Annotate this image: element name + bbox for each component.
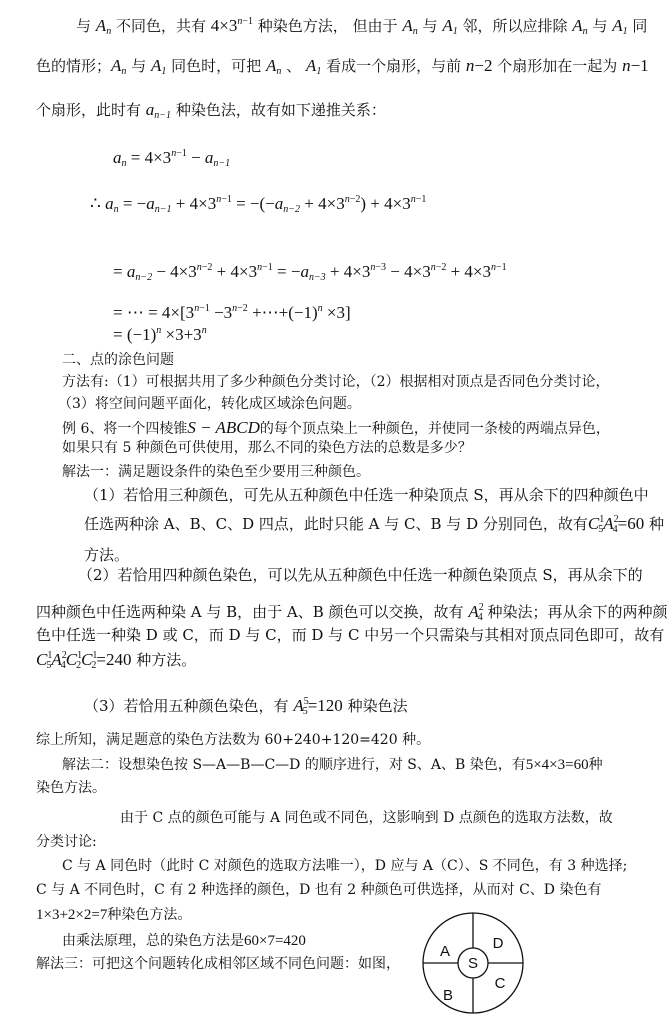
solution2-line1: 解法二：设想染色按 S—A—B—C—D 的顺序进行，对 S、A、B 染色，有5×4×3=60种 xyxy=(62,757,603,773)
region-label-s: S xyxy=(467,955,479,972)
case1-line2: 任选两种涂 A、B、C、D 四点，此时只能 A 与 C、B 与 D 分别同色，故有$C^1_5A^2_4=60$ 种 xyxy=(84,514,664,535)
equation-1: $a_n = 4\times 3^{n-1} - a_{n-1}$ xyxy=(113,148,231,169)
section-heading: 二、点的涂色问题 xyxy=(62,352,174,368)
equation-4: = ⋯ = $4\times[3^{n-1} -3^{n-2}$ $+\cdots+(-1)^n \times 3$] xyxy=(113,303,351,322)
solution1-title: 解法一：满足题设条件的染色至少要用三种颜色。 xyxy=(62,464,370,480)
methods-line1: 方法有:（1）可根据共用了多少种颜色分类讨论，（2）根据相对顶点是否同色分类讨论， xyxy=(62,374,610,390)
solution2-line4: 分类讨论: xyxy=(36,834,97,850)
region-label-b: B xyxy=(442,987,454,1004)
region-diagram xyxy=(418,908,528,1016)
case2-line3: 色中任选一种染 D 或 C，而 D 与 C，而 D 与 C 中另一个只需染与其相对顶点同色即可，故有 xyxy=(36,626,665,644)
solution2-line5: C 与 A 同色时（此时 C 对颜色的选取方法唯一），D 应与 A（C）、S 不同色，有 3 种选择; xyxy=(62,858,628,874)
solution3-line: 解法三：可把这个问题转化成相邻区域不同色问题：如图， xyxy=(36,956,400,972)
case2-line4: $C^1_5A^2_4C^1_2C^1_2=240$ 种方法。 xyxy=(36,650,197,671)
solution2-line3: 由于 C 点的颜色可能与 A 同色或不同色，这影响到 D 点颜色的选取方法数，故 xyxy=(120,810,613,826)
equation-3: = $a_{n-2} - 4\times 3^{n-2} + 4\times 3^{n-1} = -a_{n-3} + 4\times 3^{n-3} - 4\times 3^{n-2} + 4\times 3^{n-1}$ xyxy=(113,262,507,283)
para1-line3: 个扇形，此时有 $a_{n-1}$ 种染色法，故有如下递推关系： xyxy=(36,100,386,121)
case1-line3: 方法。 xyxy=(84,546,130,564)
case2-line1: （2）若恰用四种颜色染色，可以先从五种颜色中任选一种颜色染顶点 S，再从余下的 xyxy=(78,566,643,584)
solution2-line6: C 与 A 不同色时，C 有 2 种选择的颜色，D 也有 2 种颜色可供选择，从而对 C、D 染色有 xyxy=(36,882,602,898)
example-line1: 例 6、将一个四棱锥S − ABCD的每个顶点染上一种颜色，并使同一条棱的两端点异色， xyxy=(62,418,610,437)
case3-line: （3）若恰用五种颜色染色，有 $A^5_5=120$ 种染色法 xyxy=(84,696,408,717)
example-line2: 如果只有 5 种颜色可供使用，那么不同的染色方法的总数是多少？ xyxy=(62,440,472,456)
case2-line2: 四种颜色中任选两种染 A 与 B，由于 A、B 颜色可以交换，故有 $A^2_4$ 种染法；再从余下的两种颜 xyxy=(36,602,668,623)
region-label-c: C xyxy=(494,975,506,992)
solution2-line8: 由乘法原理，总的染色方法是60×7=420 xyxy=(62,933,306,949)
para1-line1: 与 $A_n$ 不同色，共有 $4\times 3^{n-1}$ 种染色方法， 但由于 $A_n$ 与 $A_1$ 邻，所以应排除 $A_n$ 与 $A_1$ 同 xyxy=(76,16,648,37)
equation-2: ∴ $a_n = -a_{n-1} + 4\times 3^{n-1} = -(-a_{n-2} + 4\times 3^{n-2}) + 4\times 3^{n-1}$ xyxy=(90,194,427,215)
region-label-d: D xyxy=(492,935,504,952)
region-label-a: A xyxy=(439,943,451,960)
methods-line2: （3）将空间问题平面化，转化成区域涂色问题。 xyxy=(58,396,361,412)
summary-line: 综上所知，满足题意的染色方法数为 60+240+120=420 种。 xyxy=(36,732,431,748)
equation-5: = $(-1)^n \times 3+3^n$ xyxy=(113,325,207,344)
solution2-line7: 1×3+2×2=7种染色方法。 xyxy=(36,907,192,923)
case1-line1: （1）若恰用三种颜色，可先从五种颜色中任选一种染顶点 S，再从余下的四种颜色中 xyxy=(84,486,649,504)
solution2-line2: 染色方法。 xyxy=(36,780,106,796)
para1-line2: 色的情形；$A_n$ 与 $A_1$ 同色时，可把 $A_n$ 、 $A_1$ 看成一个扇形，与前 n−2 个扇形加在一起为 n−1 xyxy=(36,56,649,77)
